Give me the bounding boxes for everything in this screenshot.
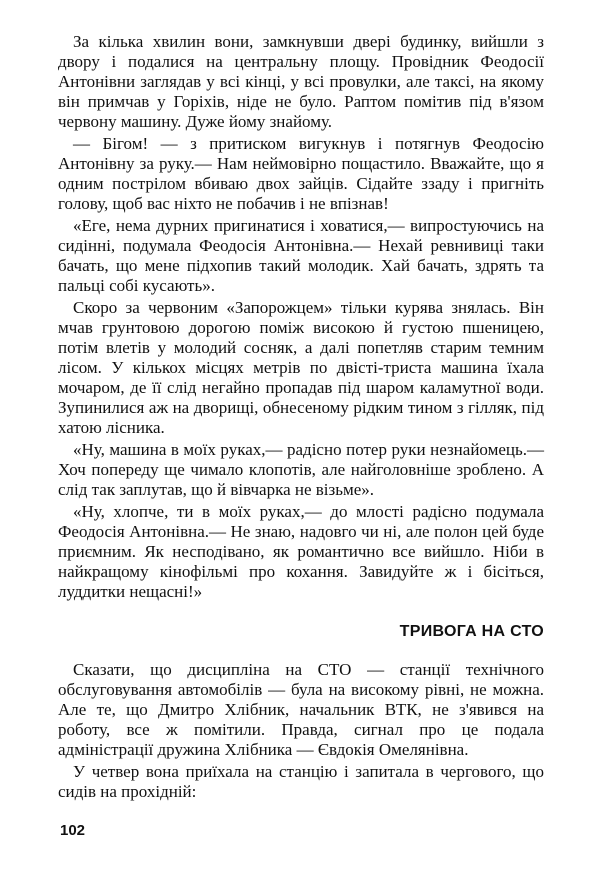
section-title: ТРИВОГА НА СТО (399, 623, 544, 640)
paragraph: «Еге, нема дурних пригинатися і ховатися,— випростуючись на сидінні, подумала Феодосія Антонівна.— Нехай ревнивиці таки бачать, що мене підхопив такий молодик. Хай бачать, здрять та пальці собі кусають». (58, 216, 544, 295)
paragraph: — Бігом! — з притиском вигукнув і потягнув Феодосію Антонівну за руку.— Нам неймовірно пощастило. Вважайте, що я одним пострілом вбиваю двох зайців. Сідайте ззаду і пригніть голову, щоб вас ніхто не побачив і не впізнав! (58, 134, 544, 213)
page-number: 102 (60, 822, 86, 839)
paragraph: За кілька хвилин вони, замкнувши двері будинку, вийшли з двору і подалися на центральну площу. Провідник Феодосії Антонівни заглядав у всі кінці, у всі провулки, але таксі, на якому він примчав у Горіхів, ніде не було. Раптом помітив під в'язом червону машину. Дуже йому знайому. (58, 32, 544, 131)
paragraph: У четвер вона приїхала на станцію і запитала в чергового, що сидів на прохідній: (58, 762, 544, 801)
paragraph: «Ну, машина в моїх руках,— радісно потер руки незнайомець.— Хоч попереду ще чимало клопотів, але найголовніше зроблено. А слід так заплутав, що й вівчарка не візьме». (58, 440, 544, 499)
paragraph: Сказати, що дисципліна на СТО — станції технічного обслуговування автомобілів — була на високому рівні, не можна. Але те, що Дмитро Хлібник, начальник ВТК, не з'явився на роботу, все ж помітили. Правда, сигнал про це подала адміністрації дружина Хлібника — Євдокія Омелянівна. (58, 660, 544, 759)
paragraph: «Ну, хлопче, ти в моїх руках,— до млості радісно подумала Феодосія Антонівна.— Не знаю, надовго чи ні, але полон цей буде приємним. Як несподівано, як романтично все вийшло. Ніби в найкращому кінофільмі про кохання. Завидуйте ж і бісіться, луддитки нещасні!» (58, 502, 544, 601)
paragraph: Скоро за червоним «Запорожцем» тільки курява знялась. Він мчав грунтовою дорогою поміж високою й густою пшеницею, потім влетів у молодий сосняк, а далі попетляв старим темним лісом. У кількох місцях метрів по двісті-триста машина їхала мочаром, де її слід негайно пропадав під шаром каламутної води. Зупинилися аж на дворищі, обнесеному рідким тином з гілляк, під хатою лісника. (58, 298, 544, 437)
page-body (58, 32, 544, 804)
